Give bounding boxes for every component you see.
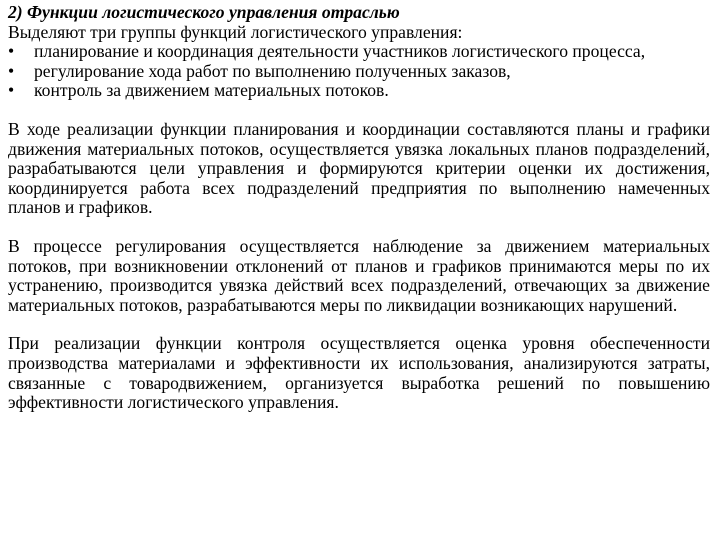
functions-list [8, 42, 710, 101]
paragraph-regulation: В процессе регулирования осуществляется наблюдение за движением материальных потоков, при возникновении отклонений от планов и графиков принимаются меры по их устранению, производится увязка действий всех подразделений, отвечающих за движение материальных потоков, разрабатываются меры по ликвидации возникающих нарушений. [8, 235, 710, 315]
list-item-text: планирование и координация деятельности участников логистического процесса, [34, 41, 646, 62]
list-item-text: регулирование хода работ по выполнению полученных заказов, [34, 60, 511, 81]
list-item [8, 81, 710, 101]
slide-heading: 2) Функции логистического управления отраслью [8, 2, 400, 22]
bullet-icon: • [8, 60, 15, 81]
bullet-icon: • [8, 41, 15, 62]
paragraph-planning: В ходе реализации функции планирования и координации составляются планы и графики движения материальных потоков, осуществляется увязка локальных планов подразделений, разрабатываются цели управления и формируются критерии оценки их достижения, координируется работа всех подразделений предприятия по выполнению намеченных планов и графиков. [8, 118, 710, 218]
list-item [8, 62, 710, 82]
paragraph-control: При реализации функции контроля осуществляется оценка уровня обеспеченности производства материалами и эффективности их использования, анализируются затраты, связанные с товародвижением, организуется выработка решений по повышению эффективности логистического управления. [8, 333, 710, 413]
list-item-text: контроль за движением материальных потоков. [34, 80, 389, 101]
bullet-icon: • [8, 80, 15, 101]
intro-text: Выделяют три группы функций логистического управления: [8, 21, 463, 42]
list-item [8, 42, 710, 62]
